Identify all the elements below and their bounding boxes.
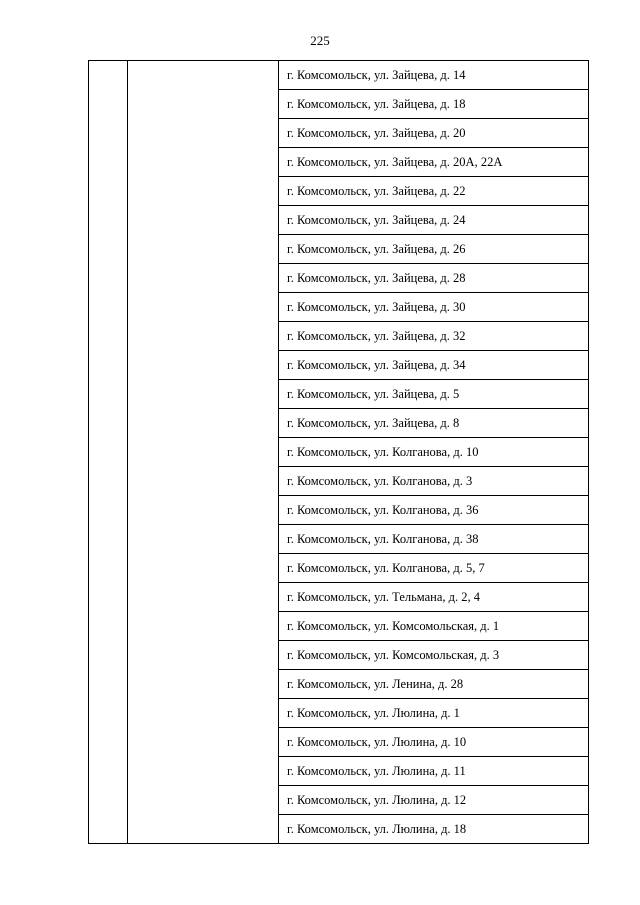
address-text: г. Комсомольск, ул. Зайцева, д. 8 xyxy=(287,416,460,430)
table-cell-address xyxy=(279,670,589,699)
table-cell-address xyxy=(279,786,589,815)
address-text: г. Комсомольск, ул. Колганова, д. 38 xyxy=(287,532,479,546)
address-text: г. Комсомольск, ул. Люлина, д. 18 xyxy=(287,822,467,836)
table-cell-address xyxy=(279,148,589,177)
table-cell-address xyxy=(279,525,589,554)
address-text: г. Комсомольск, ул. Зайцева, д. 34 xyxy=(287,358,466,372)
table-cell-address xyxy=(279,61,589,90)
table-cell-address xyxy=(279,612,589,641)
table-cell-address xyxy=(279,699,589,728)
table-cell-address xyxy=(279,380,589,409)
table-cell-address xyxy=(279,206,589,235)
table-cell-address xyxy=(279,815,589,844)
table-cell-address xyxy=(279,293,589,322)
page-number: 225 xyxy=(310,33,330,48)
address-table-body xyxy=(89,61,589,844)
address-text: г. Комсомольск, ул. Люлина, д. 11 xyxy=(287,764,466,778)
address-text: г. Комсомольск, ул. Комсомольская, д. 1 xyxy=(287,619,500,633)
table-cell-address xyxy=(279,90,589,119)
address-text: г. Комсомольск, ул. Зайцева, д. 22 xyxy=(287,184,466,198)
address-text: г. Комсомольск, ул. Зайцева, д. 14 xyxy=(287,68,466,82)
table-cell-address xyxy=(279,322,589,351)
address-text: г. Комсомольск, ул. Люлина, д. 10 xyxy=(287,735,467,749)
address-text: г. Комсомольск, ул. Зайцева, д. 5 xyxy=(287,387,460,401)
table-cell-address xyxy=(279,119,589,148)
address-text: г. Комсомольск, ул. Люлина, д. 1 xyxy=(287,706,460,720)
address-text: г. Комсомольск, ул. Комсомольская, д. 3 xyxy=(287,648,500,662)
table-cell-index-blank xyxy=(89,61,128,844)
table-cell-address xyxy=(279,583,589,612)
address-text: г. Комсомольск, ул. Зайцева, д. 28 xyxy=(287,271,466,285)
table-cell-name-blank xyxy=(128,61,279,844)
address-text: г. Комсомольск, ул. Зайцева, д. 26 xyxy=(287,242,466,256)
address-text: г. Комсомольск, ул. Колганова, д. 3 xyxy=(287,474,473,488)
table-cell-address xyxy=(279,467,589,496)
table-row xyxy=(89,61,589,90)
address-text: г. Комсомольск, ул. Колганова, д. 5, 7 xyxy=(287,561,485,575)
address-text: г. Комсомольск, ул. Тельмана, д. 2, 4 xyxy=(287,590,481,604)
table-cell-address xyxy=(279,438,589,467)
table-cell-address xyxy=(279,177,589,206)
table-cell-address xyxy=(279,728,589,757)
address-text: г. Комсомольск, ул. Зайцева, д. 32 xyxy=(287,329,466,343)
address-text: г. Комсомольск, ул. Люлина, д. 12 xyxy=(287,793,467,807)
address-text: г. Комсомольск, ул. Зайцева, д. 30 xyxy=(287,300,466,314)
table-cell-address xyxy=(279,409,589,438)
address-text: г. Комсомольск, ул. Колганова, д. 10 xyxy=(287,445,479,459)
address-text: г. Комсомольск, ул. Ленина, д. 28 xyxy=(287,677,464,691)
address-text: г. Комсомольск, ул. Зайцева, д. 20 xyxy=(287,126,466,140)
address-text: г. Комсомольск, ул. Зайцева, д. 18 xyxy=(287,97,466,111)
address-text: г. Комсомольск, ул. Зайцева, д. 24 xyxy=(287,213,466,227)
table-cell-address xyxy=(279,351,589,380)
address-table-container xyxy=(88,60,585,844)
table-cell-address xyxy=(279,496,589,525)
table-cell-address xyxy=(279,641,589,670)
table-cell-address xyxy=(279,264,589,293)
address-text: г. Комсомольск, ул. Зайцева, д. 20А, 22А xyxy=(287,155,503,169)
table-cell-address xyxy=(279,554,589,583)
table-cell-address xyxy=(279,235,589,264)
table-cell-address xyxy=(279,757,589,786)
address-table xyxy=(88,60,589,844)
address-text: г. Комсомольск, ул. Колганова, д. 36 xyxy=(287,503,479,517)
